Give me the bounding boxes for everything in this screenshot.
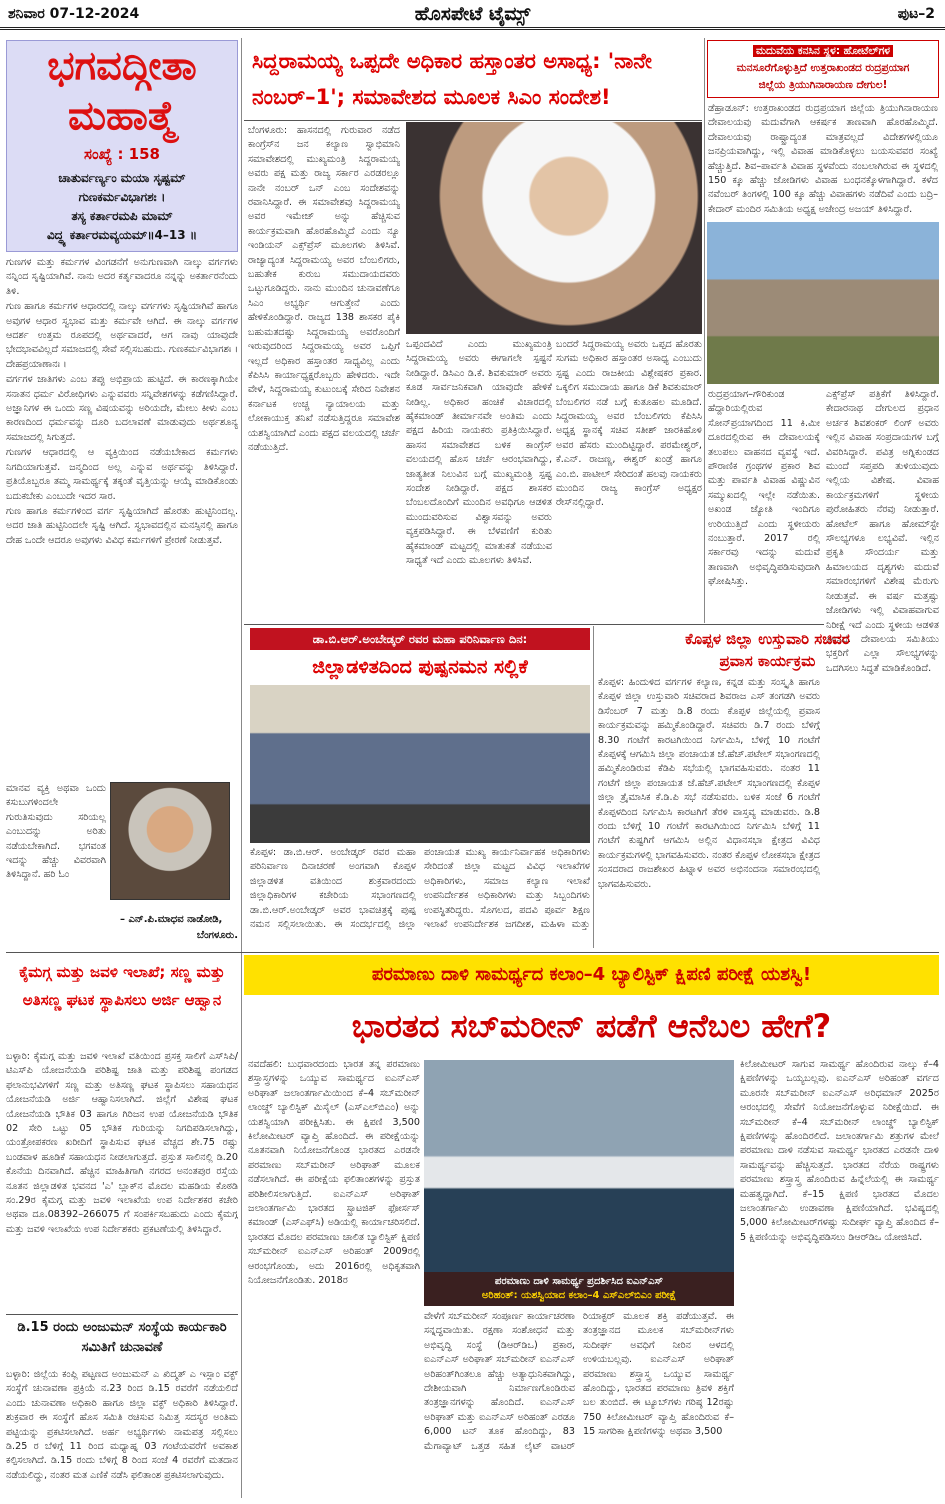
ambedkar-event-photo — [250, 685, 590, 843]
anjuman-article: ಬಳ್ಳಾರಿ: ಜಿಲ್ಲೆಯ ಕಂಪ್ಲಿ ಪಟ್ಟಣದ ಅಂಜುಮನ್ ಎ ಖಿದ್ಮತ್ ಎ ಇಸ್ಲಾಂ ವಕ್ಫ್ ಸಂಸ್ಥೆಗೆ ಚುನಾವಣಾ ಪ್ರಕ್ರಿಯೆ ನ.23 ರಿಂದ ಡಿ.15 ರವರೆಗೆ ನಡೆಯಲಿದೆ ಎಂದು ಚುನಾವಣಾ ಅಧಿಕಾರಿ ಹಾಗೂ ಜಿಲ್ಲಾ ವಕ್ಫ್ ಅಧಿಕಾರಿ ತಿಳಿಸಿದ್ದಾರೆ. ಶುಕ್ರವಾರ ಈ ಸಂಸ್ಥೆಗೆ ಹೊಸ ಸಮಿತಿ ರಚಿಸುವ ನಿಮಿತ್ತ ಸದಸ್ಯರ ಅಂತಿಮ ಪಟ್ಟಿಯನ್ನು ಪ್ರಕಟಿಸಲಾಗಿದೆ. ಅರ್ಹ ಅಭ್ಯರ್ಥಿಗಳು ನಾಮಪತ್ರ ಸಲ್ಲಿಸಲು ಡಿ.25 ರ ಬೆಳಿಗ್ಗೆ 11 ರಿಂದ ಮಧ್ಯಾಹ್ನ 03 ಗಂಟೆಯವರೆಗೆ ಅವಕಾಶ ಕಲ್ಪಿಸಲಾಗಿದೆ. ಡಿ.15 ರಂದು ಬೆಳಿಗ್ಗೆ 8 ರಿಂದ ಸಂಜೆ 4 ರವರೆಗೆ ಮತದಾನ ನಡೆಯಲಿದ್ದು, ನಂತರ ಮತ ಎಣಿಕೆ ನಡೆಸಿ ಫಲಿತಾಂಶ ಪ್ರಕಟಿಸಲಾಗುವುದು. — [6, 1369, 238, 1481]
handloom-headline: ಕೈಮಗ್ಗ ಮತ್ತು ಜವಳಿ ಇಲಾಖೆ; ಸಣ್ಣ ಮತ್ತು ಅತಿಸಣ್ಣ ಘಟಕ ಸ್ಥಾಪಿಸಲು ಅರ್ಜಿ ಆಹ್ವಾನ — [19, 963, 225, 1009]
page-number: ಪುಟ–2 — [897, 6, 935, 22]
marriage-headline-line2: ಮನಸೂರೆಗೊಳ್ಳುತ್ತಿದೆ ಉತ್ತರಾಖಂಡದ ರುದ್ರಪ್ರಯಾಗ — [736, 62, 910, 74]
temple-photo — [707, 222, 939, 384]
lead-headline: ಸಿದ್ದರಾಮಯ್ಯ ಒಪ್ಪದೇ ಅಧಿಕಾರ ಹಸ್ತಾಂತರ ಅಸಾಧ್ಯ: 'ನಾನೇ ನಂಬರ್–1'; ಸಮಾವೇಶದ ಮೂಲಕ ಸಿಎಂ ಸಂದೇಶ! — [252, 49, 652, 109]
divider — [6, 1314, 238, 1315]
column-rule — [593, 626, 594, 948]
sloka-line: ತಸ್ಯ ಕರ್ತಾರಮಪಿ ಮಾಮ್ — [71, 209, 173, 223]
gita-title-line2: ಮಹಾತ್ಮೆ — [67, 93, 177, 139]
anjuman-headline: ಡಿ.15 ರಂದು ಅಂಜುಮನ್ ಸಂಸ್ಥೆಯ ಕಾರ್ಯಕಾರಿ ಸಮಿತಿಗೆ ಚುನಾವಣೆ — [17, 1320, 227, 1355]
koppal-headline-line1: ಕೊಪ್ಪಳ ಜಿಲ್ಲಾ ಉಸ್ತುವಾರಿ ಸಚಿವರ — [685, 630, 850, 648]
gita-box — [6, 40, 238, 252]
ambedkar-banner: ಡಾ.ಬಿ.ಆರ್.ಅಂಬೇಡ್ಕರ್ ರವರ ಮಹಾ ಪರಿನಿರ್ವಾಣ ದಿನ: — [250, 628, 590, 650]
gita-sloka — [7, 169, 237, 245]
marriage-headline-line3: ಜಿಲ್ಲೆಯ ತ್ರಿಯುಗಿನಾರಾಯಣ ದೇಗುಲ! — [758, 79, 888, 91]
divider — [244, 624, 824, 625]
gita-para: ಗುಣ ಹಾಗೂ ಕರ್ಮಗಳ ಆಧಾರದಲ್ಲಿ ನಾಲ್ಕು ವರ್ಗಗಳು ಸೃಷ್ಟಿಯಾಗಿವೆ ಹಾಗೂ ಅವುಗಳ ಆಧಾರ ಸ್ವಭಾವ ಮತ್ತು ಕರ್ಮವೇ ಆಗಿದೆ. ಈ ನಾಲ್ಕು ವರ್ಗಗಳ ಆದರ್ಶ ಉತ್ತಮ ರೂಪದಲ್ಲಿ ಅರ್ಥವಾದರೆ, ಆಗ ನಾವು ಯಾವುದೇ ಭೇದಭಾವವಿಲ್ಲದೆ ಸಮಾಜದಲ್ಲಿ ಸೇವೆ ಸಲ್ಲಿಸಬಹುದು. ಗುಣಕರ್ಮವಿಭಾಗಶಃ । ದೇಹಪ್ರಯಾಣಾನಃ । — [6, 301, 238, 370]
marriage-headline-line1: ಮದುವೆಯ ಕನಸಿನ ಸ್ಥಳ: ಹೋಟೆಲ್‌ಗಳ — [753, 45, 893, 57]
koppal-headline — [596, 628, 939, 674]
gita-title-line1: ಭಗವದ್ಗೀತಾ — [47, 43, 197, 89]
gita-author — [120, 912, 238, 944]
missile-col-1: ನವದೆಹಲಿ: ಬುಧವಾರದಂದು ಭಾರತ ತನ್ನ ಪರಮಾಣು ಶಸ್ತ್ರಾಸ್ತ್ರಗಳನ್ನು ಒಯ್ಯುವ ಸಾಮರ್ಥ್ಯದ ಐಎನ್‌ಎಸ್ ಅರಿಘಾತ್ ಜಲಾಂತರ್ಗಾಮಿಯಿಂದ ಕೆ–4 ಸಬ್‌ಮರೀನ್ ಲಾಂಚ್ಡ್ ಬ್ಯಾಲಿಸ್ಟಿಕ್ ಮಿಸೈಲ್ (ಎಸ್‌ಎಲ್‌ಬಿಎಂ) ಅನ್ನು ಯಶಸ್ವಿಯಾಗಿ ಪರೀಕ್ಷಿಸಿತು. ಈ ಕ್ಷಿಪಣಿ 3,500 ಕಿಲೋಮೀಟರ್ ವ್ಯಾಪ್ತಿ ಹೊಂದಿದೆ. ಈ ಪರೀಕ್ಷೆಯನ್ನು ನೂತನವಾಗಿ ನಿಯೋಜನೆಗೊಂಡ ಭಾರತದ ಎರಡನೇ ಪರಮಾಣು ಸಬ್‌ಮರೀನ್ ಅರಿಘಾತ್ ಮೂಲಕ ನಡೆಸಲಾಗಿದೆ. ಈ ಪರೀಕ್ಷೆಯ ಫಲಿತಾಂಶಗಳನ್ನು ಪ್ರಸ್ತುತ ಪರಿಶೀಲಿಸಲಾಗುತ್ತಿದೆ. ಐಎನ್‌ಎಸ್ ಅರಿಘಾತ್ ಜಲಾಂತರ್ಗಾಮಿ ಭಾರತದ ಸ್ಟ್ರಾಟಜಿಕ್ ಫೋರ್ಸಸ್ ಕಮಾಂಡ್ (ಎಸ್‌ಎಫ್‌ಸಿ) ಅಡಿಯಲ್ಲಿ ಕಾರ್ಯಾಚರಿಸಲಿದೆ. ಭಾರತದ ಮೊದಲ ಪರಮಾಣು ಚಾಲಿತ ಬ್ಯಾಲಿಸ್ಟಿಕ್ ಕ್ಷಿಪಣಿ ಸಬ್‌ಮರೀನ್ ಐಎನ್‌ಎಸ್ ಅರಿಹಂತ್ 2009ರಲ್ಲಿ ಆರಂಭಗೊಂಡು, ಅದು 2016ರಲ್ಲಿ ಅಧಿಕೃತವಾಗಿ ನಿಯೋಜನೆಗೊಂಡಿತು. 2018ರ — [248, 1059, 420, 1287]
siddaramaiah-photo — [406, 122, 702, 334]
marriage-para-2: ರುದ್ರಪ್ರಯಾಗ–ಗೌರಿಕುಂಡ ಹೆದ್ದಾರಿಯಲ್ಲಿರುವ ಸೋನ್‌ಪ್ರಯಾಗದಿಂದ 11 ಕಿ.ಮೀ ದೂರದಲ್ಲಿರುವ ಈ ದೇವಾಲಯಕ್ಕೆ ತಲುಪಲು ವಾಹನದ ವ್ಯವಸ್ಥೆ ಇದೆ. ಪೌರಾಣಿಕ ಗ್ರಂಥಗಳ ಪ್ರಕಾರ ಶಿವ ಮತ್ತು ಪಾರ್ವತಿ ವಿವಾಹ ವಿಷ್ಣುವಿನ ಸಮ್ಮುಖದಲ್ಲಿ ಇಲ್ಲೇ ನಡೆಯಿತು. ಅಖಂಡ ಜ್ಯೋತಿ ಇಂದಿಗೂ ಉರಿಯುತ್ತಿದೆ ಎಂದು ಸ್ಥಳೀಯರು ನಂಬುತ್ತಾರೆ. 2017 ರಲ್ಲಿ ಸರ್ಕಾರವು ಇದನ್ನು ಮದುವೆ ತಾಣವಾಗಿ ಅಭಿವೃದ್ಧಿಪಡಿಸುವುದಾಗಿ ಘೋಷಿಸಿತ್ತು. — [708, 389, 820, 588]
caption-line: ಪರಮಾಣು ದಾಳಿ ಸಾಮರ್ಥ್ಯ ಪ್ರದರ್ಶಿಸಿದ ಐಎನ್‌ಎಸ್ — [494, 1276, 664, 1287]
missile-strapline: ಪರಮಾಣು ದಾಳಿ ಸಾಮರ್ಥ್ಯದ ಕಲಾಂ–4 ಬ್ಯಾಲಿಸ್ಟಿಕ್ ಕ್ಷಿಪಣಿ ಪರೀಕ್ಷೆ ಯಶಸ್ವಿ! — [244, 955, 939, 995]
lead-col-3: ಬಂದರೆ ಸಿದ್ದರಾಮಯ್ಯ ಅವರು ಒಪ್ಪದ ಹೊರತು ಸುಗಮ ಅಧಿಕಾರ ಹಸ್ತಾಂತರ ಅಸಾಧ್ಯ ಎಂಬುದು ಸ್ಪಷ್ಟ ಎಂದು ರಾಜಕೀಯ ವಿಶ್ಲೇಷಕರ ಪ್ರಕಾರ. ಒಕ್ಕಲಿಗ ಸಮುದಾಯ ಹಾಗೂ ಡಿಕೆ ಶಿವಕುಮಾರ್ ಬೆಂಬಲಿಗರ ನಡೆ ಬಗ್ಗೆ ಕುತೂಹಲ ಮೂಡಿದೆ. ಸಿದ್ದರಾಮಯ್ಯ ಅವರ ಬೆಂಬಲಿಗರು ಕೆಪಿಸಿಸಿ ಅಧ್ಯಕ್ಷ ಸ್ಥಾನಕ್ಕೆ ಸಚಿವ ಸತೀಶ್ ಜಾರಕಿಹೊಳಿ ಅವರ ಹೆಸರು ಮುಂದಿಟ್ಟಿದ್ದಾರೆ. ಪರಮೇಶ್ವರ್, ಕೆ.ಎನ್. ರಾಜಣ್ಣ, ಈಶ್ವರ್ ಖಂಡ್ರೆ ಹಾಗೂ ಎಂ.ಬಿ. ಪಾಟೀಲ್ ಸೇರಿದಂತೆ ಹಲವು ನಾಯಕರು ಮುಂದಿನ ರಾಜ್ಯ ಕಾಂಗ್ರೆಸ್ ಅಧ್ಯಕ್ಷರ ರೇಸ್‌ನಲ್ಲಿದ್ದಾರೆ. — [556, 339, 702, 509]
handloom-article: ಬಳ್ಳಾರಿ: ಕೈಮಗ್ಗ ಮತ್ತು ಜವಳಿ ಇಲಾಖೆ ವತಿಯಿಂದ ಪ್ರಸಕ್ತ ಸಾಲಿಗೆ ಎಸ್‌ಸಿಪಿ/ಟಿಎಸ್‌ಪಿ ಯೋಜನೆಯಡಿ ಪರಿಶಿಷ್ಟ ಜಾತಿ ಮತ್ತು ಪರಿಶಿಷ್ಟ ಪಂಗಡದ ಫಲಾನುಭವಿಗಳಿಗೆ ಸಣ್ಣ ಮತ್ತು ಅತಿಸಣ್ಣ ಘಟಕ ಸ್ಥಾಪಿಸಲು ಸಹಾಯಧನ ಯೋಜನೆಯಡಿ ಅರ್ಜಿ ಆಹ್ವಾನಿಸಲಾಗಿದೆ. ಜಿಲ್ಲೆಗೆ ವಿಶೇಷ ಘಟಕ ಯೋಜನೆಯಡಿ ಭೌತಿಕ 03 ಹಾಗೂ ಗಿರಿಜನ ಉಪ ಯೋಜನೆಯಡಿ ಭೌತಿಕ 02 ಸೇರಿ ಒಟ್ಟು 05 ಭೌತಿಕ ಗುರಿಯನ್ನು ನಿಗದಿಪಡಿಸಲಾಗಿದ್ದು, ಯಂತ್ರೋಪಕರಣ ಖರೀದಿಗೆ ಸ್ಥಾಪಿಸುವ ಘಟಕ ವೆಚ್ಚದ ಶೇ.75 ರಷ್ಟು ಬಂಡವಾಳ ಹೂಡಿಕೆ ಸಹಾಯಧನ ನೀಡಲಾಗುತ್ತದೆ. ಪ್ರಸ್ತುತ ಸಾಲಿನಲ್ಲಿ ಡಿ.20 ಕೊನೆಯ ದಿನವಾಗಿದೆ. ಹೆಚ್ಚಿನ ಮಾಹಿತಿಗಾಗಿ ನಗರದ ಅನಂತಪುರ ರಸ್ತೆಯ ನೂತನ ಜಿಲ್ಲಾಡಳಿತ ಭವನದ 'ಎ' ಬ್ಲಾಕ್‌ನ ಮೊದಲ ಮಹಡಿಯ ಕೊಠಡಿ ಸಂ.29ರ ಕೈಮಗ್ಗ ಮತ್ತು ಜವಳಿ ಇಲಾಖೆಯ ಉಪ ನಿರ್ದೇಶಕರ ಕಚೇರಿ ಅಥವಾ ದೂ.08392–266075 ಗೆ ಸಂಪರ್ಕಿಸಬಹುದು ಎಂದು ಕೈಮಗ್ಗ ಮತ್ತು ಜವಳಿ ಇಲಾಖೆಯ ಉಪ ನಿರ್ದೇಶಕರು ಪ್ರಕಟಣೆಯಲ್ಲಿ ತಿಳಿಸಿದ್ದಾರೆ. — [6, 1051, 238, 1235]
sloka-line: ಚಾತುರ್ವರ್ಣ್ಯಂ ಮಯಾ ಸೃಷ್ಟಮ್ — [58, 171, 186, 185]
gita-verse-number: ಸಂಖ್ಯೆ : 158 — [84, 145, 160, 163]
author-city: ಬೆಂಗಳೂರು. — [196, 930, 238, 941]
gita-article-tail — [6, 782, 106, 910]
sloka-line: ಗುಣಕರ್ಮವಿಭಾಗಶಃ । — [78, 190, 166, 204]
gita-article — [6, 256, 238, 776]
masthead — [0, 0, 945, 30]
marriage-para-1: ಡೆಹ್ರಾಡೂನ್: ಉತ್ತರಾಖಂಡದ ರುದ್ರಪ್ರಯಾಗ ಜಿಲ್ಲೆಯ ತ್ರಿಯುಗಿನಾರಾಯಣ ದೇವಾಲಯವು ಮದುವೆಗಾಗಿ ಆಕರ್ಷಕ ತಾಣವಾಗಿ ಹೊರಹೊಮ್ಮಿದೆ. ದೇವಾಲಯವು ರಾಷ್ಟ್ರಾದ್ಯಂತ ಮಾತ್ರವಲ್ಲದೆ ವಿದೇಶಗಳಲ್ಲಿಯೂ ಜನಪ್ರಿಯವಾಗಿದ್ದು, ಇಲ್ಲಿ ವಿವಾಹ ಮಾಡಿಕೊಳ್ಳಲು ಬಯಸುವವರ ಸಂಖ್ಯೆ ಹೆಚ್ಚುತ್ತಿದೆ. ಶಿವ–ಪಾರ್ವತಿ ವಿವಾಹ ಸ್ಥಳವೆಂದು ನಂಬಲಾಗಿರುವ ಈ ಸ್ಥಳದಲ್ಲಿ 150 ಕ್ಕೂ ಹೆಚ್ಚು ಜೋಡಿಗಳು ವಿವಾಹ ಬಂಧನಕ್ಕೊಳಗಾಗಿದ್ದಾರೆ. ಕಳೆದ ನವೆಂಬರ್ ತಿಂಗಳಲ್ಲಿ 100 ಕ್ಕೂ ಹೆಚ್ಚು ವಿವಾಹಗಳು ನಡೆದಿವೆ ಎಂದು ಬದ್ರಿ–ಕೇದಾರ್ ಮಂದಿರ ಸಮಿತಿಯ ಅಧ್ಯಕ್ಷ ಅಜೇಂದ್ರ ಅಜಯ್ ತಿಳಿಸಿದ್ದಾರೆ. — [708, 103, 938, 215]
gita-para: ಗುಣ ಹಾಗೂ ಕರ್ಮಗಳಿಂದ ವರ್ಗ ಸೃಷ್ಟಿಯಾಗಿದೆ ಹೊರತು ಹುಟ್ಟಿನಿಂದಲ್ಲ. ಅದರ ಜಾತಿ ಹುಟ್ಟಿನಿಂದಲೇ ಸೃಷ್ಟಿ ಆಗಿದೆ. ಸ್ವಭಾವದಲ್ಲಿನ ಮನಸ್ಸಿನಲ್ಲಿ ಹಾಗೂ ದೇಹ ಒಂದೇ ಆದರೂ ಅವುಗಳು ವಿವಿಧ ಕರ್ಮಗಳಿಗೆ ಪ್ರೇರಣೆ ನೀಡುತ್ತವೆ. — [6, 505, 238, 546]
koppal-headline-line2: ಪ್ರವಾಸ ಕಾರ್ಯಕ್ರಮ — [719, 652, 816, 670]
issue-date: ಶನಿವಾರ 07-12-2024 — [8, 6, 140, 22]
marriage-para-3: ಎಕ್ಸ್‌ಪ್ರೆಸ್ ಪತ್ರಿಕೆಗೆ ತಿಳಿಸಿದ್ದಾರೆ. ಕೇದಾರನಾಥ ದೇಗುಲದ ಪ್ರಧಾನ ಅರ್ಚಕ ಶಿವಶಂಕರ್ ಲಿಂಗ್ ಅವರು ಇಲ್ಲಿನ ವಿವಾಹ ಸಂಪ್ರದಾಯಗಳ ಬಗ್ಗೆ ವಿವರಿಸಿದ್ದಾರೆ. ಪವಿತ್ರ ಅಗ್ನಿಕುಂಡದ ಮುಂದೆ ಸಪ್ತಪದಿ ತುಳಿಯುವುದು ಇಲ್ಲಿಯ ವಿಶೇಷ. ವಿವಾಹ ಕಾರ್ಯಕ್ರಮಗಳಿಗೆ ಸ್ಥಳೀಯ ಪುರೋಹಿತರು ನೆರವು ನೀಡುತ್ತಾರೆ. ಹೋಟೆಲ್ ಹಾಗೂ ಹೋಮ್‌ಸ್ಟೇ ಸೌಲಭ್ಯಗಳೂ ಲಭ್ಯವಿವೆ. ಇಲ್ಲಿನ ಪ್ರಕೃತಿ ಸೌಂದರ್ಯ ಮತ್ತು ಹಿಮಾಲಯದ ದೃಶ್ಯಗಳು ಮದುವೆ ಸಮಾರಂಭಗಳಿಗೆ ವಿಶೇಷ ಮೆರುಗು ನೀಡುತ್ತವೆ. ಈ ವರ್ಷ ಮತ್ತಷ್ಟು ಜೋಡಿಗಳು ಇಲ್ಲಿ ವಿವಾಹವಾಗುವ ನಿರೀಕ್ಷೆ ಇದೆ ಎಂದು ಸ್ಥಳೀಯ ಆಡಳಿತ ತಿಳಿಸಿದೆ. ದೇವಾಲಯ ಸಮಿತಿಯು ಭಕ್ತರಿಗೆ ಎಲ್ಲಾ ಸೌಲಭ್ಯಗಳನ್ನು ಒದಗಿಸಲು ಸಿದ್ಧತೆ ಮಾಡಿಕೊಂಡಿದೆ. — [826, 389, 939, 674]
gita-para: ಗುಣಗಳ ಮತ್ತು ಕರ್ಮಗಳ ವಿಂಗಡನೆಗೆ ಅನುಗುಣವಾಗಿ ನಾಲ್ಕು ವರ್ಗಗಳು ನನ್ನಿಂದ ಸೃಷ್ಟಿಯಾಗಿವೆ. ನಾನು ಅದರ ಕರ್ತೃವಾದರೂ ನನ್ನನ್ನು ಅಕರ್ತಾರನೆಂದು ತಿಳಿ. — [6, 257, 238, 297]
missile-headline: ಭಾರತದ ಸಬ್‌ಮರೀನ್ ಪಡೆಗೆ ಆನೆಬಲ ಹೇಗೆ? — [351, 1007, 832, 1045]
gita-para: ಗುಣಗಳ ಆಧಾರದಲ್ಲಿ ಆ ವ್ಯಕ್ತಿಯಿಂದ ನಡೆಯಬೇಕಾದ ಕರ್ಮಗಳು ನಿಗದಿಯಾಗುತ್ತವೆ. ಜನ್ಮದಿಂದ ಅಲ್ಲ ಎನ್ನುವ ಅರ್ಥವನ್ನು ತಿಳಿಸಿದ್ದಾರೆ. ಪ್ರತಿಯೊಬ್ಬರೂ ತಮ್ಮ ಸಾಮರ್ಥ್ಯಕ್ಕೆ ತಕ್ಕಂತೆ ವೃತ್ತಿಯನ್ನು ಆಯ್ಕೆ ಮಾಡಿಕೊಂಡು ಬದುಕಬೇಕು ಎಂಬುದೇ ಇದರ ಸಾರ. — [6, 447, 238, 502]
lead-col-1: ಬೆಂಗಳೂರು: ಹಾಸನದಲ್ಲಿ ಗುರುವಾರ ನಡೆದ ಕಾಂಗ್ರೆಸ್‌ನ ಜನ ಕಲ್ಯಾಣ ಸ್ವಾಭಿಮಾನಿ ಸಮಾವೇಶದಲ್ಲಿ ಮುಖ್ಯಮಂತ್ರಿ ಸಿದ್ದರಾಮಯ್ಯ ಅವರು ಪಕ್ಷ ಮತ್ತು ರಾಜ್ಯ ಸರ್ಕಾರ ಎರಡರಲ್ಲೂ ನಾನೇ ನಂಬರ್ ಒನ್ ಎಂಬ ಸಂದೇಶವನ್ನು ರವಾನಿಸಿದ್ದಾರೆ. ಈ ಸಮಾವೇಶವು ಸಿದ್ದರಾಮಯ್ಯ ಅವರ ಇಮೇಜ್ ಅನ್ನು ಹೆಚ್ಚಿಸುವ ಕಾರ್ಯಕ್ರಮವಾಗಿ ಹೊರಹೊಮ್ಮಿದೆ ಎಂದು ನ್ಯೂ ಇಂಡಿಯನ್ ಎಕ್ಸ್‌ಪ್ರೆಸ್ ಮೂಲಗಳು ತಿಳಿಸಿವೆ. ರಾಜ್ಯಾದ್ಯಂತ ಸಿದ್ದರಾಮಯ್ಯ ಅವರ ಬೆಂಬಲಿಗರು, ಬಹುತೇಕ ಕುರುಬ ಸಮುದಾಯದವರು ಒಟ್ಟುಗೂಡಿದ್ದರು. ನಾನು ಮುಂದಿನ ಚುನಾವಣೆಗೂ ಸಿಎಂ ಅಭ್ಯರ್ಥಿ ಆಗುತ್ತೇನೆ ಎಂದು ಹೇಳಿಕೊಂಡಿದ್ದಾರೆ. ರಾಜ್ಯದ 138 ಶಾಸಕರ ಪೈಕಿ ಬಹುಮತದಷ್ಟು ಸಿದ್ದರಾಮಯ್ಯ ಅವರೊಂದಿಗೆ ಇರುವುದರಿಂದ ಸಿದ್ದರಾಮಯ್ಯ ಅವರ ಒಪ್ಪಿಗೆ ಇಲ್ಲದೆ ಅಧಿಕಾರ ಹಸ್ತಾಂತರ ಸಾಧ್ಯವಿಲ್ಲ ಎಂದು ಕೆಪಿಸಿಸಿ ಕಾರ್ಯಾಧ್ಯಕ್ಷರೊಬ್ಬರು ಹೇಳಿದರು. ಇದೇ ವೇಳೆ, ಸಿದ್ದರಾಮಯ್ಯ ಕುಟುಂಬಕ್ಕೆ ಸೇರಿದ ನಿವೇಶನ ಕರ್ನಾಟಕ ಉಚ್ಚ ನ್ಯಾಯಾಲಯ ಮತ್ತು ಲೋಕಾಯುಕ್ತ ತನಿಖೆ ನಡೆಸುತ್ತಿದ್ದರೂ ಸಮಾವೇಶ ಯಶಸ್ವಿಯಾಗಿದೆ ಎಂದು ಪಕ್ಷದ ವಲಯದಲ್ಲಿ ಚರ್ಚೆ ನಡೆಯುತ್ತಿದೆ. — [248, 125, 400, 453]
gita-para: ವರ್ಗಗಳ ಜಾತಿಗಳು ಎಂಬ ತಪ್ಪು ಅಭಿಪ್ರಾಯ ಹುಟ್ಟಿದೆ. ಈ ಕಾರಣಕ್ಕಾಗಿಯೇ ಸನಾತನ ಧರ್ಮ ವಿರೋಧಿಗಳು ಎನ್ನುವವರು ಸನ್ನಿವೇಶಗಳನ್ನು ಕಡೆಗಣಿಸಿದ್ದಾರೆ. ಅಜ್ಞಾನಿಗಳ ಈ ಒಂದು ಸಣ್ಣ ವಿಷಯವನ್ನು ಅರಿಯದೇ, ಮೇಲು ಕೀಳು ಎಂಬ ಕಾರಣದಿಂದ ಧರ್ಮವನ್ನು ದೂರಿ ಬದಲಾವಣೆ ಮಾಡುವುದು ಅರ್ಥಶೂನ್ಯ ಸಮಾಜದಲ್ಲಿ ಸಿಗುತ್ತದೆ. — [6, 374, 238, 443]
marriage-headline — [707, 40, 939, 98]
author-name: – ಎನ್.ಪಿ.ಮಾಧವ ನಾಡೋಡಿ, — [120, 914, 223, 925]
ambedkar-headline: ಜಿಲ್ಲಾಡಳಿತದಿಂದ ಪುಷ್ಪನಮನ ಸಲ್ಲಿಕೆ — [312, 656, 528, 678]
divider — [244, 120, 702, 121]
ambedkar-article: ಕೊಪ್ಪಳ: ಡಾ.ಬಿ.ಆರ್. ಅಂಬೇಡ್ಕರ್ ರವರ ಮಹಾ ಪರಿನಿರ್ವಾಣ ದಿನಾಚರಣೆ ಅಂಗವಾಗಿ ಕೊಪ್ಪಳ ಜಿಲ್ಲಾಡಳಿತ ವತಿಯಿಂದ ಶುಕ್ರವಾರದಂದು ಜಿಲ್ಲಾಧಿಕಾರಿಗಳ ಕಚೇರಿಯ ಸಭಾಂಗಣದಲ್ಲಿ ಡಾ.ಬಿ.ಆರ್.ಅಂಬೇಡ್ಕರ್ ಅವರ ಭಾವಚಿತ್ರಕ್ಕೆ ಪುಷ್ಪ ನಮನ ಸಲ್ಲಿಸಲಾಯಿತು. ಈ ಸಂದರ್ಭದಲ್ಲಿ ಜಿಲ್ಲಾ ಪಂಚಾಯತ ಮುಖ್ಯ ಕಾರ್ಯನಿರ್ವಾಹಕ ಅಧಿಕಾರಿಗಳು ಸೇರಿದಂತೆ ಜಿಲ್ಲಾ ಮಟ್ಟದ ವಿವಿಧ ಇಲಾಖೆಗಳ ಅಧಿಕಾರಿಗಳು, ಸಮಾಜ ಕಲ್ಯಾಣ ಇಲಾಖೆ ಉಪನಿರ್ದೇಶಕ ಅಧಿಕಾರಿಗಳು ಮತ್ತು ಸಿಬ್ಬಂದಿಗಳು ಉಪಸ್ಥಿತರಿದ್ದರು. ಸೊಗಲದ, ಪದವಿ ಪೂರ್ವ ಶಿಕ್ಷಣ ಇಲಾಖೆ ಉಪನಿರ್ದೇಶಕ ಜಗದೀಶ, ಮಹಿಳಾ ಮತ್ತು — [250, 847, 590, 931]
koppal-article: ಕೊಪ್ಪಳ: ಹಿಂದುಳಿದ ವರ್ಗಗಳ ಕಲ್ಯಾಣ, ಕನ್ನಡ ಮತ್ತು ಸಂಸ್ಕೃತಿ ಹಾಗೂ ಕೊಪ್ಪಳ ಜಿಲ್ಲಾ ಉಸ್ತುವಾರಿ ಸಚಿವರಾದ ಶಿವರಾಜ ಎಸ್ ತಂಗಡಗಿ ಅವರು ಡಿಸೆಂಬರ್ 7 ಮತ್ತು ಡಿ.8 ರಂದು ಕೊಪ್ಪಳ ಜಿಲ್ಲೆಯಲ್ಲಿ ಪ್ರವಾಸ ಕಾರ್ಯಕ್ರಮವನ್ನು ಹಮ್ಮಿಕೊಂಡಿದ್ದಾರೆ. ಸಚಿವರು ಡಿ.7 ರಂದು ಬೆಳಿಗ್ಗೆ 8.30 ಗಂಟೆಗೆ ಕಾರಟಗಿಯಿಂದ ನಿರ್ಗಮಿಸಿ, ಬೆಳಿಗ್ಗೆ 10 ಗಂಟೆಗೆ ಕೊಪ್ಪಳಕ್ಕೆ ಆಗಮಿಸಿ ಜಿಲ್ಲಾ ಪಂಚಾಯತ ಜೆ.ಹೆಚ್.ಪಟೇಲ್ ಸಭಾಂಗಣದಲ್ಲಿ ಹಮ್ಮಿಕೊಂಡಿರುವ ಕೆಡಿಪಿ ಸಭೆಯಲ್ಲಿ ಭಾಗವಹಿಸುವರು. ನಂತರ 11 ಗಂಟೆಗೆ ಜಿಲ್ಲಾ ಪಂಚಾಯತ ಜೆ.ಹೆಚ್.ಪಟೇಲ್ ಸಭಾಂಗಣದಲ್ಲಿ ಕೊಪ್ಪಳ ಜಿಲ್ಲಾ ತ್ರೈಮಾಸಿಕ ಕೆ.ಡಿ.ಪಿ ಸಭೆ ನಡೆಸುವರು. ಬಳಿಕ ಸಂಜೆ 6 ಗಂಟೆಗೆ ಕೊಪ್ಪಳದಿಂದ ನಿರ್ಗಮಿಸಿ ಕಾರಟಗಿಗೆ ತೆರಳಿ ವಾಸ್ತವ್ಯ ಮಾಡುವರು. ಡಿ.8 ರಂದು ಬೆಳಿಗ್ಗೆ 10 ಗಂಟೆಗೆ ಕಾರಟಗಿಯಿಂದ ನಿರ್ಗಮಿಸಿ ಬೆಳಿಗ್ಗೆ 11 ಗಂಟೆಗೆ ಕುಷ್ಟಗಿಗೆ ಆಗಮಿಸಿ ಅಲ್ಲಿನ ವಿಧಾನಸಭಾ ಕ್ಷೇತ್ರದ ವಿವಿಧ ಕಾರ್ಯಕ್ರಮಗಳಲ್ಲಿ ಭಾಗವಹಿಸುವರು. ನಂತರ ಕೊಪ್ಪಳ ಲೋಕಸಭಾ ಕ್ಷೇತ್ರದ ಸಂಸದರಾದ ರಾಜಶೇಖರ ಹಿಟ್ನಾಳ ಅವರ ಅಭಿನಂದನಾ ಸಮಾರಂಭದಲ್ಲಿ ಭಾಗವಹಿಸುವರು. — [598, 677, 820, 890]
gita-para: ಮಾನವ ವ್ಯಕ್ತಿ ಅಥವಾ ಒಂದು ಕಸುಬುಗಳಿಂದಲೇ ಗುರುತಿಸುವುದು ಸರಿಯಲ್ಲ ಎಂಬುದನ್ನು ಅರಿತು ನಡೆಯಬೇಕಾಗಿದೆ. ಭಗವಂತ ಇದನ್ನು ಹೆಚ್ಚು ವಿವರವಾಗಿ ತಿಳಿಸಿದ್ದಾನೆ. ಹರಿ ಓಂ — [6, 783, 106, 881]
lead-col-2: ಒಪ್ಪಂದವಿದೆ ಎಂದು ಮುಖ್ಯಮಂತ್ರಿ ಸಿದ್ದರಾಮಯ್ಯ ಅವರು ಈಗಾಗಲೇ ಸ್ಪಷ್ಟನೆ ನೀಡಿದ್ದಾರೆ. ಡಿಸಿಎಂ ಡಿ.ಕೆ. ಶಿವಕುಮಾರ್ ಅವರು ಕೂಡ ಸಾರ್ವಜನಿಕವಾಗಿ ಯಾವುದೇ ಹೇಳಿಕೆ ನೀಡಿಲ್ಲ. ಅಧಿಕಾರ ಹಂಚಿಕೆ ವಿಚಾರದಲ್ಲಿ ಹೈಕಮಾಂಡ್ ತೀರ್ಮಾನವೇ ಅಂತಿಮ ಎಂದು ಪಕ್ಷದ ಹಿರಿಯ ನಾಯಕರು ಪ್ರತಿಕ್ರಿಯಿಸಿದ್ದಾರೆ. ಹಾಸನ ಸಮಾವೇಶದ ಬಳಿಕ ಕಾಂಗ್ರೆಸ್ ವಲಯದಲ್ಲಿ ಹೊಸ ಚರ್ಚೆ ಆರಂಭವಾಗಿದ್ದು, ಜಾತ್ಯತೀತ ನಿಲುವಿನ ಬಗ್ಗೆ ಮುಖ್ಯಮಂತ್ರಿ ಸ್ಪಷ್ಟ ಸಂದೇಶ ನೀಡಿದ್ದಾರೆ. ಪಕ್ಷದ ಶಾಸಕರ ಬೆಂಬಲದೊಂದಿಗೆ ಮುಂದಿನ ಅವಧಿಗೂ ಆಡಳಿತ ಮುಂದುವರಿಸುವ ವಿಶ್ವಾಸವನ್ನು ಅವರು ವ್ಯಕ್ತಪಡಿಸಿದ್ದಾರೆ. ಈ ಬೆಳವಣಿಗೆ ಕುರಿತು ಹೈಕಮಾಂಡ್ ಮಟ್ಟದಲ್ಲಿ ಮಾತುಕತೆ ನಡೆಯುವ ಸಾಧ್ಯತೆ ಇದೆ ಎಂದು ಮೂಲಗಳು ತಿಳಿಸಿವೆ. — [406, 339, 552, 567]
caption-line: ಅರಿಹಂತ್: ಯಶಸ್ವಿಯಾದ ಕಲಾಂ–4 ಎಸ್‌ಎಲ್‌ಬಿಎಂ ಪರೀಕ್ಷೆ — [481, 1290, 677, 1301]
author-photo — [110, 782, 230, 900]
submarine-photo — [424, 1060, 734, 1272]
sloka-line: ವಿದ್ಧ್ಯ ಕರ್ತಾರಮವ್ಯಯಮ್॥4–13 ॥ — [46, 228, 198, 242]
missile-col-3: ಕಿಲೋಮೀಟರ್ ಸಾಗುವ ಸಾಮರ್ಥ್ಯ ಹೊಂದಿರುವ ನಾಲ್ಕು ಕೆ–4 ಕ್ಷಿಪಣಿಗಳನ್ನು ಒಯ್ಯಬಲ್ಲವು. ಐಎನ್‌ಎಸ್ ಅರಿಹಂತ್ ವರ್ಗದ ಮೂರನೇ ಸಬ್‌ಮರೀನ್ ಐಎನ್‌ಎಸ್ ಅರಿಧಮಾನ್ 2025ರ ಆರಂಭದಲ್ಲಿ ಸೇವೆಗೆ ನಿಯೋಜನೆಗೊಳ್ಳುವ ನಿರೀಕ್ಷೆಯಿದೆ. ಈ ಸಬ್‌ಮರೀನ್ ಕೆ–4 ಸಬ್‌ಮರೀನ್ ಲಾಂಚ್ಡ್ ಬ್ಯಾಲಿಸ್ಟಿಕ್ ಕ್ಷಿಪಣಿಗಳನ್ನು ಹೊಂದಿರಲಿದೆ. ಜಲಾಂತರ್ಗಾಮಿ ಶತ್ರುಗಳ ಮೇಲೆ ಪರಮಾಣು ದಾಳಿ ನಡೆಸುವ ಸಾಮರ್ಥ್ಯ ಭಾರತದ ಎರಡನೇ ದಾಳಿ ಸಾಮರ್ಥ್ಯವನ್ನು ಹೆಚ್ಚಿಸುತ್ತದೆ. ಭಾರತದ ನೆರೆಯ ರಾಷ್ಟ್ರಗಳು ಪರಮಾಣು ಶಸ್ತ್ರಾಸ್ತ್ರ ಹೊಂದಿರುವ ಹಿನ್ನೆಲೆಯಲ್ಲಿ ಈ ಸಾಮರ್ಥ್ಯ ಮಹತ್ವದ್ದಾಗಿದೆ. ಕೆ–15 ಕ್ಷಿಪಣಿ ಭಾರತದ ಮೊದಲ ಜಲಾಂತರ್ಗಾಮಿ ಉಡಾವಣಾ ಕ್ಷಿಪಣಿಯಾಗಿದೆ. ಭವಿಷ್ಯದಲ್ಲಿ 5,000 ಕಿಲೋಮೀಟರ್‌ಗಳಷ್ಟು ಸುದೀರ್ಘ ವ್ಯಾಪ್ತಿ ಹೊಂದಿದ ಕೆ–5 ಕ್ಷಿಪಣಿಯನ್ನು ಅಭಿವೃದ್ಧಿಪಡಿಸಲು ಡಿಆರ್‌ಡಿಒ ಯೋಜಿಸಿದೆ. — [740, 1059, 939, 1243]
newspaper-title: ಹೊಸಪೇಟೆ ಟೈಮ್ಸ್ — [414, 3, 531, 25]
column-rule — [704, 38, 705, 623]
column-rule — [241, 38, 242, 1498]
submarine-caption — [424, 1272, 734, 1306]
divider — [6, 952, 939, 953]
missile-col-2: ವೇಳೆಗೆ ಸಬ್‌ಮರೀನ್ ಸಂಪೂರ್ಣ ಕಾರ್ಯಾಚರಣಾ ಸನ್ನದ್ಧವಾಯಿತು. ರಕ್ಷಣಾ ಸಂಶೋಧನೆ ಮತ್ತು ಅಭಿವೃದ್ಧಿ ಸಂಸ್ಥೆ (ಡಿಆರ್‌ಡಿಒ) ಪ್ರಕಾರ, ಐಎನ್‌ಎಸ್ ಅರಿಘಾತ್ ಸಬ್‌ಮರೀನ್ ಐಎನ್‌ಎಸ್ ಅರಿಹಂತ್‌ಗಿಂತಲೂ ಹೆಚ್ಚು ಅತ್ಯಾಧುನಿಕವಾಗಿದ್ದು, ದೇಶೀಯವಾಗಿ ನಿರ್ಮಾಣಗೊಂಡಿರುವ ತಂತ್ರಜ್ಞಾನಗಳನ್ನು ಹೊಂದಿದೆ. ಐಎನ್‌ಎಸ್ ಅರಿಘಾತ್ ಮತ್ತು ಐಎನ್‌ಎಸ್ ಅರಿಹಂತ್ ಎರಡೂ 6,000 ಟನ್ ತೂಕ ಹೊಂದಿದ್ದು, 83 ಮೆಗಾವ್ಯಾಟ್ ಒತ್ತಡ ಸಹಿತ ಲೈಟ್ ವಾಟರ್ ರಿಯಾಕ್ಟರ್ ಮೂಲಕ ಶಕ್ತಿ ಪಡೆಯುತ್ತವೆ. ಈ ತಂತ್ರಜ್ಞಾನದ ಮೂಲಕ ಸಬ್‌ಮರೀನ್‌ಗಳು ಸುದೀರ್ಘ ಅವಧಿಗೆ ನೀರಿನ ಆಳದಲ್ಲಿ ಉಳಿಯಬಲ್ಲವು. ಐಎನ್‌ಎಸ್ ಅರಿಘಾತ್ ಪರಮಾಣು ಶಸ್ತ್ರಾಸ್ತ್ರ ಒಯ್ಯುವ ಸಾಮರ್ಥ್ಯ ಹೊಂದಿದ್ದು, ಭಾರತದ ಪರಮಾಣು ತ್ರಿವಳಿ ಶಕ್ತಿಗೆ ಬಲ ತುಂಬಿದೆ. ಈ ಟ್ಯೂಬ್‌ಗಳು ಗರಿಷ್ಠ 12ರಷ್ಟು 750 ಕಿಲೋಮೀಟರ್ ವ್ಯಾಪ್ತಿ ಹೊಂದಿರುವ ಕೆ–15 ಸಾಗರಿಕಾ ಕ್ಷಿಪಣಿಗಳನ್ನು ಅಥವಾ 3,500 — [424, 1311, 734, 1452]
